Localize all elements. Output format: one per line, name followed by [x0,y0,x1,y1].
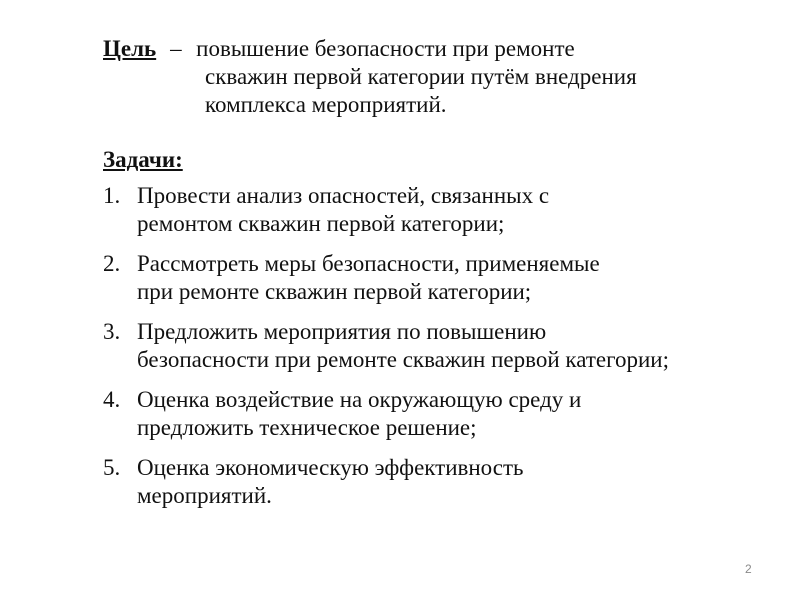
list-item [103,454,669,510]
item-number: 3. [103,319,121,344]
page-number: 2 [745,562,752,576]
item-number: 4. [103,387,121,412]
item-number: 2. [103,251,121,276]
item-text: Рассмотреть меры безопасности, применяемые при ремонте скважин первой категории; [137,251,600,304]
list-item [103,386,669,442]
goal-text: повышение безопасности при ремонте [196,36,575,61]
list-item [103,182,669,238]
goal-line-3: комплекса мероприятий. [205,92,447,117]
list-item [103,318,669,374]
tasks-list [103,182,669,522]
list-item [103,250,669,306]
item-text: Оценка экономическую эффективность мероприятий. [137,455,524,508]
goal-label: Цель [103,36,157,61]
tasks-heading: Задачи: [103,147,183,172]
item-number: 5. [103,455,121,480]
item-text: Провести анализ опасностей, связанных с ремонтом скважин первой категории; [137,183,550,236]
item-text: Оценка воздействие на окружающую среду и предложить техническое решение; [137,387,582,440]
goal-dash: – [170,36,182,61]
item-number: 1. [103,183,121,208]
goal-line-2: скважин первой категории путём внедрения [205,64,637,89]
item-text: Предложить мероприятия по повышению безопасности при ремонте скважин первой категории; [137,319,669,372]
goal-line-1 [103,35,637,63]
goal-block [103,35,637,119]
